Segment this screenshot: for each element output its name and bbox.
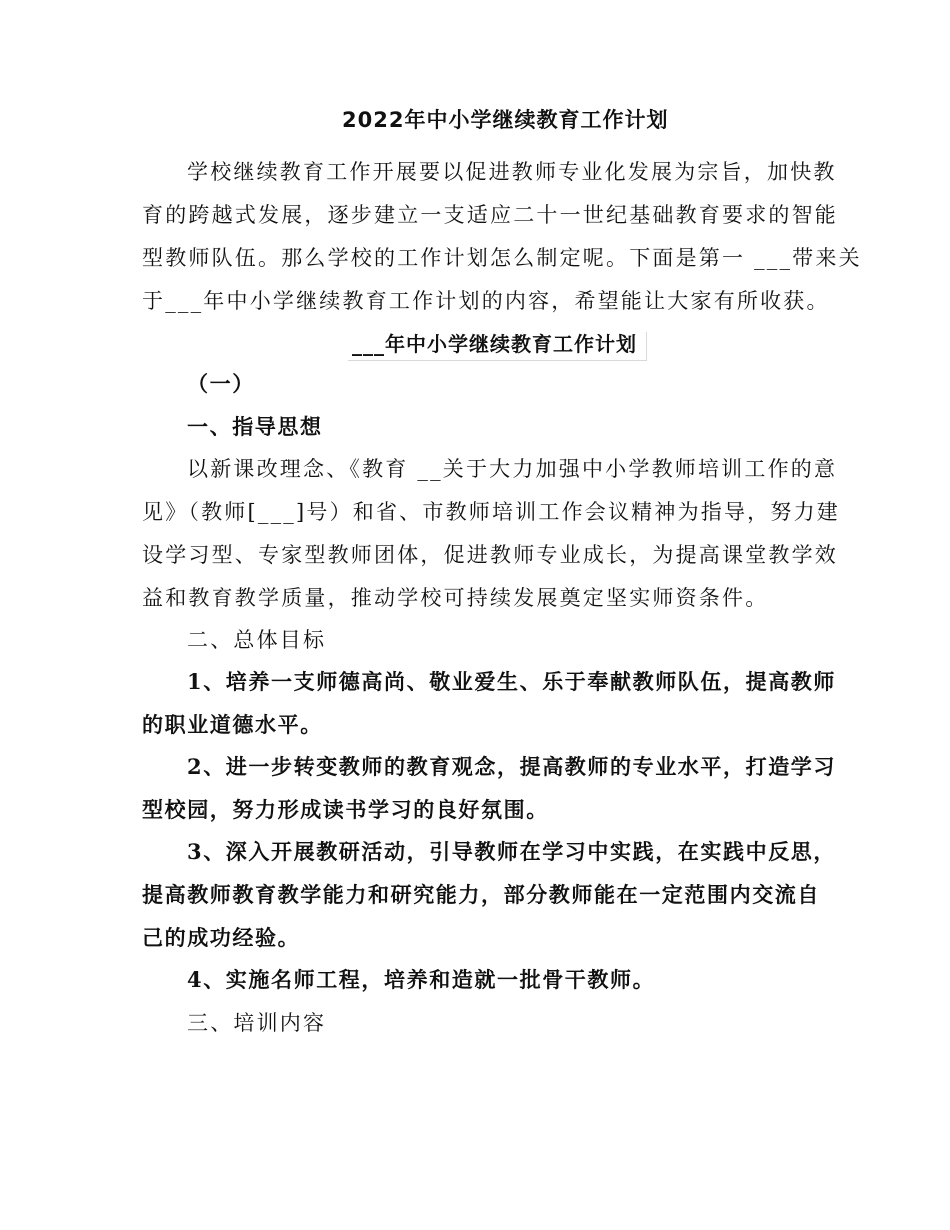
guiding-thought-line-3: 设学习型、专家型教师团体，促进教师专业成长，为提高课堂教学效 bbox=[142, 543, 838, 567]
plan-subtitle: ___年中小学继续教育工作计划 bbox=[352, 332, 637, 356]
document-title: 2022年中小学继续教育工作计划 bbox=[342, 108, 669, 132]
goal-line-2: 的职业道德水平。 bbox=[142, 712, 323, 737]
goal-line-8: 4、实施名师工程，培养和造就一批骨干教师。 bbox=[187, 967, 656, 992]
intro-line-2: 育的跨越式发展，逐步建立一支适应二十一世纪基础教育要求的智能 bbox=[142, 203, 838, 227]
guiding-thought-line-1: 以新课改理念、《教育 __关于大力加强中小学教师培训工作的意 bbox=[187, 457, 838, 481]
goal-line-4: 型校园，努力形成读书学习的良好氛围。 bbox=[142, 797, 549, 822]
section-heading-overall-goals: 二、总体目标 bbox=[187, 628, 327, 652]
intro-line-1: 学校继续教育工作开展要以促进教师专业化发展为宗旨，加快教 bbox=[187, 160, 837, 184]
goal-line-5: 3、深入开展教研活动，引导教师在学习中实践，在实践中反思， bbox=[187, 839, 837, 864]
part-label: （一） bbox=[187, 371, 255, 396]
section-heading-training-content: 三、培训内容 bbox=[187, 1011, 327, 1035]
guiding-thought-line-2: 见》（教师[___]号）和省、市教师培训工作会议精神为指导，努力建 bbox=[142, 500, 840, 524]
intro-line-3: 型教师队伍。那么学校的工作计划怎么制定呢。下面是第一 ___带来关 bbox=[142, 246, 862, 270]
goal-line-7: 己的成功经验。 bbox=[142, 925, 301, 950]
goal-line-3: 2、进一步转变教师的教育观念，提高教师的专业水平，打造学习 bbox=[187, 754, 837, 779]
goal-line-1: 1、培养一支师德高尚、敬业爱生、乐于奉献教师队伍，提高教师 bbox=[187, 669, 837, 694]
intro-line-4: 于___年中小学继续教育工作计划的内容，希望能让大家有所收获。 bbox=[142, 289, 830, 313]
guiding-thought-line-4: 益和教育教学质量，推动学校可持续发展奠定坚实师资条件。 bbox=[142, 586, 769, 610]
section-heading-guiding-thought: 一、指导思想 bbox=[187, 414, 323, 439]
goal-line-6: 提高教师教育教学能力和研究能力，部分教师能在一定范围内交流自 bbox=[142, 882, 820, 907]
